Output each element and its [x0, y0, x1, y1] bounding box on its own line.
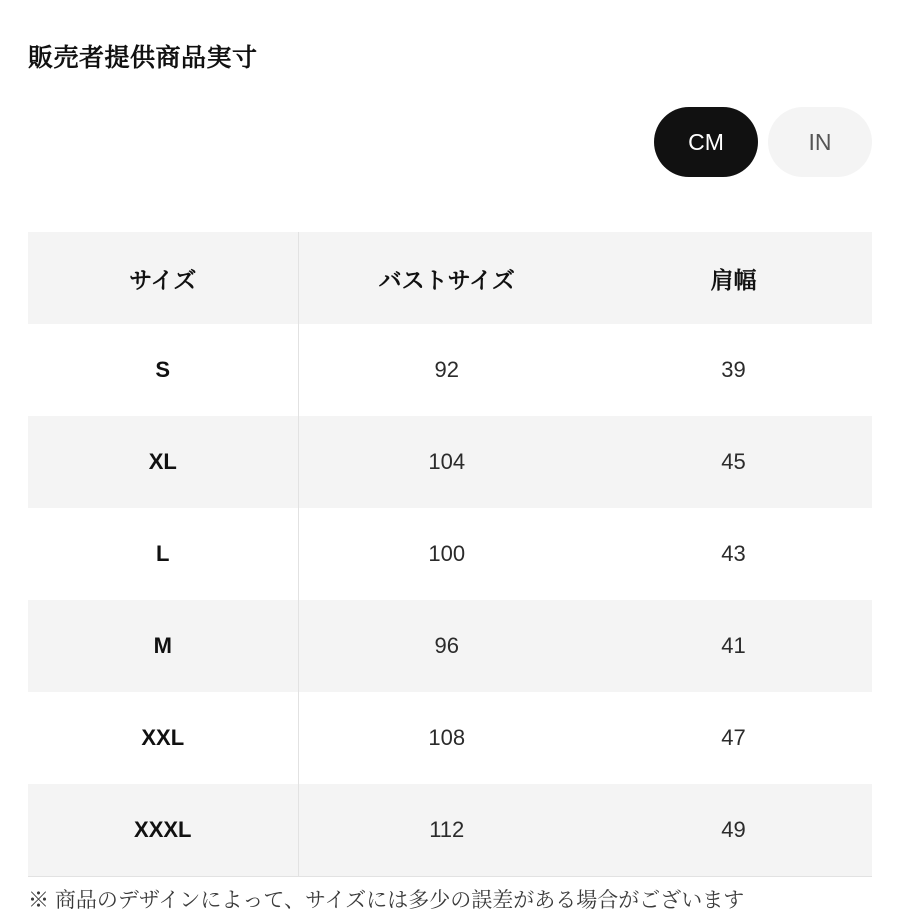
- cell-size: XXL: [28, 692, 298, 784]
- cell-bust: 92: [298, 324, 595, 416]
- page-title: 販売者提供商品実寸: [28, 44, 258, 72]
- unit-toggle-group[interactable]: [654, 107, 872, 177]
- table-row: [28, 600, 872, 692]
- unit-button-in[interactable]: IN: [768, 107, 872, 177]
- table-row: [28, 324, 872, 416]
- cell-shoulder: 43: [595, 508, 872, 600]
- cell-size: L: [28, 508, 298, 600]
- column-header-shoulder: 肩幅: [595, 232, 872, 324]
- unit-button-cm[interactable]: CM: [654, 107, 758, 177]
- cell-shoulder: 47: [595, 692, 872, 784]
- cell-size: S: [28, 324, 298, 416]
- table-row: [28, 692, 872, 784]
- cell-size: XXXL: [28, 784, 298, 876]
- cell-shoulder: 49: [595, 784, 872, 876]
- cell-shoulder: 45: [595, 416, 872, 508]
- cell-bust: 104: [298, 416, 595, 508]
- footnote-divider: [28, 876, 872, 877]
- cell-size: XL: [28, 416, 298, 508]
- table-header: [28, 232, 872, 324]
- table-row: [28, 416, 872, 508]
- cell-bust: 112: [298, 784, 595, 876]
- cell-shoulder: 41: [595, 600, 872, 692]
- cell-shoulder: 39: [595, 324, 872, 416]
- cell-bust: 96: [298, 600, 595, 692]
- footnote-text: ※ 商品のデザインによって、サイズには多少の誤差がある場合がございます: [28, 889, 745, 912]
- table-row: [28, 508, 872, 600]
- cell-size: M: [28, 600, 298, 692]
- table-header-row: [28, 232, 872, 324]
- table-row: [28, 784, 872, 876]
- table-body: [28, 324, 872, 876]
- cell-bust: 100: [298, 508, 595, 600]
- column-header-size: サイズ: [28, 232, 298, 324]
- size-measurement-table: [28, 232, 873, 876]
- cell-bust: 108: [298, 692, 595, 784]
- column-header-bust: バストサイズ: [298, 232, 595, 324]
